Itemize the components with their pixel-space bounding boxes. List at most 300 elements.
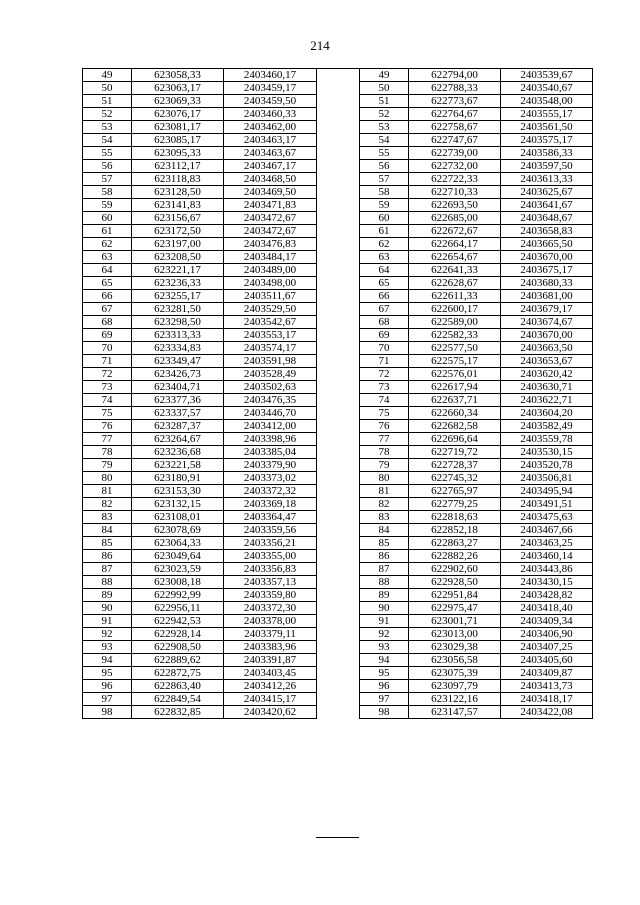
point-number-cell: 62 xyxy=(83,238,132,251)
x-coordinate-cell: 622832,85 xyxy=(132,706,224,719)
point-number-cell: 90 xyxy=(83,602,132,615)
point-number-cell: 68 xyxy=(360,316,409,329)
point-number-cell: 67 xyxy=(83,303,132,316)
coordinates-table-right xyxy=(359,68,593,719)
point-number-cell: 66 xyxy=(83,290,132,303)
table-row xyxy=(360,459,593,472)
y-coordinate-cell: 2403415,17 xyxy=(224,693,317,706)
point-number-cell: 69 xyxy=(360,329,409,342)
y-coordinate-cell: 2403495,94 xyxy=(501,485,593,498)
x-coordinate-cell: 622732,00 xyxy=(409,160,501,173)
y-coordinate-cell: 2403502,63 xyxy=(224,381,317,394)
x-coordinate-cell: 622765,97 xyxy=(409,485,501,498)
table-gap-top-line xyxy=(316,68,359,69)
point-number-cell: 94 xyxy=(83,654,132,667)
point-number-cell: 59 xyxy=(360,199,409,212)
table-row xyxy=(83,693,317,706)
x-coordinate-cell: 622719,72 xyxy=(409,446,501,459)
x-coordinate-cell: 622739,00 xyxy=(409,147,501,160)
table-row xyxy=(360,485,593,498)
x-coordinate-cell: 623221,17 xyxy=(132,264,224,277)
y-coordinate-cell: 2403463,17 xyxy=(224,134,317,147)
point-number-cell: 87 xyxy=(360,563,409,576)
table-row xyxy=(83,82,317,95)
y-coordinate-cell: 2403446,70 xyxy=(224,407,317,420)
y-coordinate-cell: 2403422,08 xyxy=(501,706,593,719)
table-row xyxy=(360,472,593,485)
y-coordinate-cell: 2403520,78 xyxy=(501,459,593,472)
point-number-cell: 77 xyxy=(83,433,132,446)
table-row xyxy=(360,433,593,446)
y-coordinate-cell: 2403663,50 xyxy=(501,342,593,355)
table-row xyxy=(83,641,317,654)
y-coordinate-cell: 2403529,50 xyxy=(224,303,317,316)
x-coordinate-cell: 622747,67 xyxy=(409,134,501,147)
y-coordinate-cell: 2403364,47 xyxy=(224,511,317,524)
y-coordinate-cell: 2403604,20 xyxy=(501,407,593,420)
point-number-cell: 81 xyxy=(360,485,409,498)
y-coordinate-cell: 2403391,87 xyxy=(224,654,317,667)
y-coordinate-cell: 2403379,11 xyxy=(224,628,317,641)
y-coordinate-cell: 2403378,00 xyxy=(224,615,317,628)
point-number-cell: 78 xyxy=(360,446,409,459)
x-coordinate-cell: 622849,54 xyxy=(132,693,224,706)
point-number-cell: 70 xyxy=(83,342,132,355)
y-coordinate-cell: 2403476,83 xyxy=(224,238,317,251)
x-coordinate-cell: 623264,67 xyxy=(132,433,224,446)
point-number-cell: 78 xyxy=(83,446,132,459)
x-coordinate-cell: 623075,39 xyxy=(409,667,501,680)
table-row xyxy=(360,95,593,108)
point-number-cell: 93 xyxy=(360,641,409,654)
point-number-cell: 56 xyxy=(360,160,409,173)
y-coordinate-cell: 2403420,62 xyxy=(224,706,317,719)
x-coordinate-cell: 623095,33 xyxy=(132,147,224,160)
y-coordinate-cell: 2403418,40 xyxy=(501,602,593,615)
y-coordinate-cell: 2403528,49 xyxy=(224,368,317,381)
point-number-cell: 82 xyxy=(83,498,132,511)
y-coordinate-cell: 2403620,42 xyxy=(501,368,593,381)
table-row xyxy=(83,589,317,602)
x-coordinate-cell: 623023,59 xyxy=(132,563,224,576)
point-number-cell: 61 xyxy=(83,225,132,238)
y-coordinate-cell: 2403406,90 xyxy=(501,628,593,641)
table-row xyxy=(360,238,593,251)
x-coordinate-cell: 623008,18 xyxy=(132,576,224,589)
table-row xyxy=(360,498,593,511)
y-coordinate-cell: 2403553,17 xyxy=(224,329,317,342)
x-coordinate-cell: 622956,11 xyxy=(132,602,224,615)
table-row xyxy=(83,472,317,485)
x-coordinate-cell: 622582,33 xyxy=(409,329,501,342)
table-row xyxy=(83,381,317,394)
y-coordinate-cell: 2403575,17 xyxy=(501,134,593,147)
point-number-cell: 52 xyxy=(83,108,132,121)
y-coordinate-cell: 2403356,83 xyxy=(224,563,317,576)
table-row xyxy=(360,82,593,95)
table-row xyxy=(83,680,317,693)
point-number-cell: 58 xyxy=(360,186,409,199)
x-coordinate-cell: 622863,40 xyxy=(132,680,224,693)
point-number-cell: 89 xyxy=(83,589,132,602)
x-coordinate-cell: 623208,50 xyxy=(132,251,224,264)
y-coordinate-cell: 2403463,25 xyxy=(501,537,593,550)
point-number-cell: 60 xyxy=(360,212,409,225)
x-coordinate-cell: 623141,83 xyxy=(132,199,224,212)
y-coordinate-cell: 2403372,30 xyxy=(224,602,317,615)
table-row xyxy=(83,303,317,316)
table-row xyxy=(360,69,593,82)
table-row xyxy=(83,446,317,459)
point-number-cell: 73 xyxy=(83,381,132,394)
point-number-cell: 56 xyxy=(83,160,132,173)
table-row xyxy=(360,173,593,186)
point-number-cell: 51 xyxy=(83,95,132,108)
point-number-cell: 73 xyxy=(360,381,409,394)
y-coordinate-cell: 2403670,00 xyxy=(501,329,593,342)
y-coordinate-cell: 2403443,86 xyxy=(501,563,593,576)
x-coordinate-cell: 622710,33 xyxy=(409,186,501,199)
table-row xyxy=(83,524,317,537)
x-coordinate-cell: 622872,75 xyxy=(132,667,224,680)
x-coordinate-cell: 622641,33 xyxy=(409,264,501,277)
table-row xyxy=(360,667,593,680)
y-coordinate-cell: 2403472,67 xyxy=(224,212,317,225)
y-coordinate-cell: 2403398,96 xyxy=(224,433,317,446)
x-coordinate-cell: 622882,26 xyxy=(409,550,501,563)
point-number-cell: 66 xyxy=(360,290,409,303)
point-number-cell: 64 xyxy=(360,264,409,277)
table-gap-bottom-line xyxy=(316,837,359,838)
point-number-cell: 69 xyxy=(83,329,132,342)
x-coordinate-cell: 623404,71 xyxy=(132,381,224,394)
table-row xyxy=(360,368,593,381)
point-number-cell: 76 xyxy=(360,420,409,433)
point-number-cell: 63 xyxy=(360,251,409,264)
x-coordinate-cell: 623058,33 xyxy=(132,69,224,82)
x-coordinate-cell: 622818,63 xyxy=(409,511,501,524)
table-row xyxy=(360,576,593,589)
point-number-cell: 51 xyxy=(360,95,409,108)
x-coordinate-cell: 623049,64 xyxy=(132,550,224,563)
table-row xyxy=(360,186,593,199)
x-coordinate-cell: 623056,58 xyxy=(409,654,501,667)
y-coordinate-cell: 2403379,90 xyxy=(224,459,317,472)
y-coordinate-cell: 2403574,17 xyxy=(224,342,317,355)
point-number-cell: 83 xyxy=(83,511,132,524)
table-left-body xyxy=(83,69,317,719)
y-coordinate-cell: 2403472,67 xyxy=(224,225,317,238)
table-row xyxy=(360,615,593,628)
y-coordinate-cell: 2403498,00 xyxy=(224,277,317,290)
point-number-cell: 65 xyxy=(83,277,132,290)
point-number-cell: 53 xyxy=(360,121,409,134)
x-coordinate-cell: 622863,27 xyxy=(409,537,501,550)
point-number-cell: 76 xyxy=(83,420,132,433)
x-coordinate-cell: 622672,67 xyxy=(409,225,501,238)
y-coordinate-cell: 2403674,67 xyxy=(501,316,593,329)
y-coordinate-cell: 2403530,15 xyxy=(501,446,593,459)
table-row xyxy=(360,147,593,160)
table-row xyxy=(83,459,317,472)
point-number-cell: 94 xyxy=(360,654,409,667)
table-row xyxy=(360,706,593,719)
x-coordinate-cell: 623147,57 xyxy=(409,706,501,719)
y-coordinate-cell: 2403476,35 xyxy=(224,394,317,407)
point-number-cell: 91 xyxy=(83,615,132,628)
point-number-cell: 49 xyxy=(360,69,409,82)
x-coordinate-cell: 623128,50 xyxy=(132,186,224,199)
y-coordinate-cell: 2403665,50 xyxy=(501,238,593,251)
y-coordinate-cell: 2403469,50 xyxy=(224,186,317,199)
table-row xyxy=(360,550,593,563)
x-coordinate-cell: 622696,64 xyxy=(409,433,501,446)
y-coordinate-cell: 2403586,33 xyxy=(501,147,593,160)
point-number-cell: 58 xyxy=(83,186,132,199)
x-coordinate-cell: 623180,91 xyxy=(132,472,224,485)
x-coordinate-cell: 622764,67 xyxy=(409,108,501,121)
x-coordinate-cell: 623337,57 xyxy=(132,407,224,420)
x-coordinate-cell: 623069,33 xyxy=(132,95,224,108)
y-coordinate-cell: 2403559,78 xyxy=(501,433,593,446)
y-coordinate-cell: 2403471,83 xyxy=(224,199,317,212)
x-coordinate-cell: 623255,17 xyxy=(132,290,224,303)
point-number-cell: 81 xyxy=(83,485,132,498)
table-row xyxy=(360,563,593,576)
x-coordinate-cell: 623221,58 xyxy=(132,459,224,472)
table-row xyxy=(83,95,317,108)
point-number-cell: 71 xyxy=(83,355,132,368)
y-coordinate-cell: 2403405,60 xyxy=(501,654,593,667)
x-coordinate-cell: 622575,17 xyxy=(409,355,501,368)
table-row xyxy=(360,524,593,537)
y-coordinate-cell: 2403413,73 xyxy=(501,680,593,693)
y-coordinate-cell: 2403412,26 xyxy=(224,680,317,693)
y-coordinate-cell: 2403591,98 xyxy=(224,355,317,368)
point-number-cell: 80 xyxy=(83,472,132,485)
table-row xyxy=(360,511,593,524)
table-row xyxy=(83,537,317,550)
x-coordinate-cell: 623334,83 xyxy=(132,342,224,355)
x-coordinate-cell: 623298,50 xyxy=(132,316,224,329)
y-coordinate-cell: 2403412,00 xyxy=(224,420,317,433)
y-coordinate-cell: 2403625,67 xyxy=(501,186,593,199)
table-row xyxy=(83,147,317,160)
point-number-cell: 50 xyxy=(83,82,132,95)
x-coordinate-cell: 623085,17 xyxy=(132,134,224,147)
table-row xyxy=(83,69,317,82)
table-row xyxy=(83,186,317,199)
table-row xyxy=(360,693,593,706)
table-row xyxy=(83,706,317,719)
x-coordinate-cell: 623078,69 xyxy=(132,524,224,537)
point-number-cell: 87 xyxy=(83,563,132,576)
table-row xyxy=(83,277,317,290)
x-coordinate-cell: 622611,33 xyxy=(409,290,501,303)
x-coordinate-cell: 622693,50 xyxy=(409,199,501,212)
table-row xyxy=(360,628,593,641)
x-coordinate-cell: 622942,53 xyxy=(132,615,224,628)
y-coordinate-cell: 2403491,51 xyxy=(501,498,593,511)
point-number-cell: 57 xyxy=(83,173,132,186)
table-row xyxy=(83,485,317,498)
x-coordinate-cell: 623001,71 xyxy=(409,615,501,628)
y-coordinate-cell: 2403675,17 xyxy=(501,264,593,277)
table-row xyxy=(360,277,593,290)
x-coordinate-cell: 622589,00 xyxy=(409,316,501,329)
point-number-cell: 74 xyxy=(360,394,409,407)
y-coordinate-cell: 2403630,71 xyxy=(501,381,593,394)
table-row xyxy=(360,420,593,433)
y-coordinate-cell: 2403555,17 xyxy=(501,108,593,121)
coordinates-table-left xyxy=(82,68,317,719)
y-coordinate-cell: 2403680,33 xyxy=(501,277,593,290)
y-coordinate-cell: 2403540,67 xyxy=(501,82,593,95)
table-row xyxy=(83,199,317,212)
point-number-cell: 96 xyxy=(83,680,132,693)
x-coordinate-cell: 623108,01 xyxy=(132,511,224,524)
point-number-cell: 71 xyxy=(360,355,409,368)
x-coordinate-cell: 622992,99 xyxy=(132,589,224,602)
table-row xyxy=(83,329,317,342)
point-number-cell: 75 xyxy=(83,407,132,420)
y-coordinate-cell: 2403428,82 xyxy=(501,589,593,602)
table-row xyxy=(83,121,317,134)
x-coordinate-cell: 623281,50 xyxy=(132,303,224,316)
point-number-cell: 85 xyxy=(83,537,132,550)
x-coordinate-cell: 623112,17 xyxy=(132,160,224,173)
table-row xyxy=(83,134,317,147)
x-coordinate-cell: 623153,30 xyxy=(132,485,224,498)
point-number-cell: 88 xyxy=(83,576,132,589)
x-coordinate-cell: 623063,17 xyxy=(132,82,224,95)
x-coordinate-cell: 622654,67 xyxy=(409,251,501,264)
table-row xyxy=(83,576,317,589)
x-coordinate-cell: 623313,33 xyxy=(132,329,224,342)
x-coordinate-cell: 622722,33 xyxy=(409,173,501,186)
table-row xyxy=(83,667,317,680)
table-row xyxy=(360,264,593,277)
point-number-cell: 97 xyxy=(360,693,409,706)
y-coordinate-cell: 2403539,67 xyxy=(501,69,593,82)
point-number-cell: 79 xyxy=(83,459,132,472)
x-coordinate-cell: 623013,00 xyxy=(409,628,501,641)
y-coordinate-cell: 2403460,33 xyxy=(224,108,317,121)
table-right-body xyxy=(360,69,593,719)
x-coordinate-cell: 623064,33 xyxy=(132,537,224,550)
y-coordinate-cell: 2403355,00 xyxy=(224,550,317,563)
x-coordinate-cell: 623097,79 xyxy=(409,680,501,693)
table-row xyxy=(83,615,317,628)
table-row xyxy=(83,498,317,511)
y-coordinate-cell: 2403369,18 xyxy=(224,498,317,511)
table-row xyxy=(360,407,593,420)
table-row xyxy=(83,511,317,524)
y-coordinate-cell: 2403597,50 xyxy=(501,160,593,173)
y-coordinate-cell: 2403582,49 xyxy=(501,420,593,433)
table-row xyxy=(83,602,317,615)
x-coordinate-cell: 623076,17 xyxy=(132,108,224,121)
x-coordinate-cell: 622975,47 xyxy=(409,602,501,615)
x-coordinate-cell: 623287,37 xyxy=(132,420,224,433)
point-number-cell: 97 xyxy=(83,693,132,706)
y-coordinate-cell: 2403467,17 xyxy=(224,160,317,173)
x-coordinate-cell: 622852,18 xyxy=(409,524,501,537)
x-coordinate-cell: 622788,33 xyxy=(409,82,501,95)
x-coordinate-cell: 622660,34 xyxy=(409,407,501,420)
x-coordinate-cell: 623029,38 xyxy=(409,641,501,654)
y-coordinate-cell: 2403459,17 xyxy=(224,82,317,95)
point-number-cell: 57 xyxy=(360,173,409,186)
y-coordinate-cell: 2403373,02 xyxy=(224,472,317,485)
table-row xyxy=(83,160,317,173)
x-coordinate-cell: 622617,94 xyxy=(409,381,501,394)
table-row xyxy=(360,446,593,459)
y-coordinate-cell: 2403489,00 xyxy=(224,264,317,277)
x-coordinate-cell: 622637,71 xyxy=(409,394,501,407)
point-number-cell: 92 xyxy=(83,628,132,641)
point-number-cell: 55 xyxy=(360,147,409,160)
table-row xyxy=(360,537,593,550)
table-row xyxy=(360,303,593,316)
table-row xyxy=(360,199,593,212)
point-number-cell: 75 xyxy=(360,407,409,420)
table-row xyxy=(360,121,593,134)
table-row xyxy=(83,628,317,641)
table-row xyxy=(83,394,317,407)
point-number-cell: 53 xyxy=(83,121,132,134)
point-number-cell: 54 xyxy=(360,134,409,147)
y-coordinate-cell: 2403506,81 xyxy=(501,472,593,485)
point-number-cell: 65 xyxy=(360,277,409,290)
point-number-cell: 72 xyxy=(83,368,132,381)
x-coordinate-cell: 622928,50 xyxy=(409,576,501,589)
x-coordinate-cell: 623349,47 xyxy=(132,355,224,368)
x-coordinate-cell: 622794,00 xyxy=(409,69,501,82)
x-coordinate-cell: 622728,37 xyxy=(409,459,501,472)
y-coordinate-cell: 2403462,00 xyxy=(224,121,317,134)
point-number-cell: 54 xyxy=(83,134,132,147)
x-coordinate-cell: 623172,50 xyxy=(132,225,224,238)
x-coordinate-cell: 622779,25 xyxy=(409,498,501,511)
table-row xyxy=(360,225,593,238)
point-number-cell: 88 xyxy=(360,576,409,589)
table-row xyxy=(360,680,593,693)
x-coordinate-cell: 623426,73 xyxy=(132,368,224,381)
y-coordinate-cell: 2403409,34 xyxy=(501,615,593,628)
table-row xyxy=(360,342,593,355)
point-number-cell: 86 xyxy=(360,550,409,563)
y-coordinate-cell: 2403460,17 xyxy=(224,69,317,82)
y-coordinate-cell: 2403670,00 xyxy=(501,251,593,264)
x-coordinate-cell: 622951,84 xyxy=(409,589,501,602)
table-row xyxy=(360,654,593,667)
point-number-cell: 70 xyxy=(360,342,409,355)
table-row xyxy=(83,563,317,576)
x-coordinate-cell: 623118,83 xyxy=(132,173,224,186)
y-coordinate-cell: 2403622,71 xyxy=(501,394,593,407)
point-number-cell: 61 xyxy=(360,225,409,238)
y-coordinate-cell: 2403418,17 xyxy=(501,693,593,706)
point-number-cell: 91 xyxy=(360,615,409,628)
y-coordinate-cell: 2403641,67 xyxy=(501,199,593,212)
y-coordinate-cell: 2403548,00 xyxy=(501,95,593,108)
table-row xyxy=(83,212,317,225)
y-coordinate-cell: 2403357,13 xyxy=(224,576,317,589)
y-coordinate-cell: 2403430,15 xyxy=(501,576,593,589)
y-coordinate-cell: 2403359,56 xyxy=(224,524,317,537)
y-coordinate-cell: 2403463,67 xyxy=(224,147,317,160)
